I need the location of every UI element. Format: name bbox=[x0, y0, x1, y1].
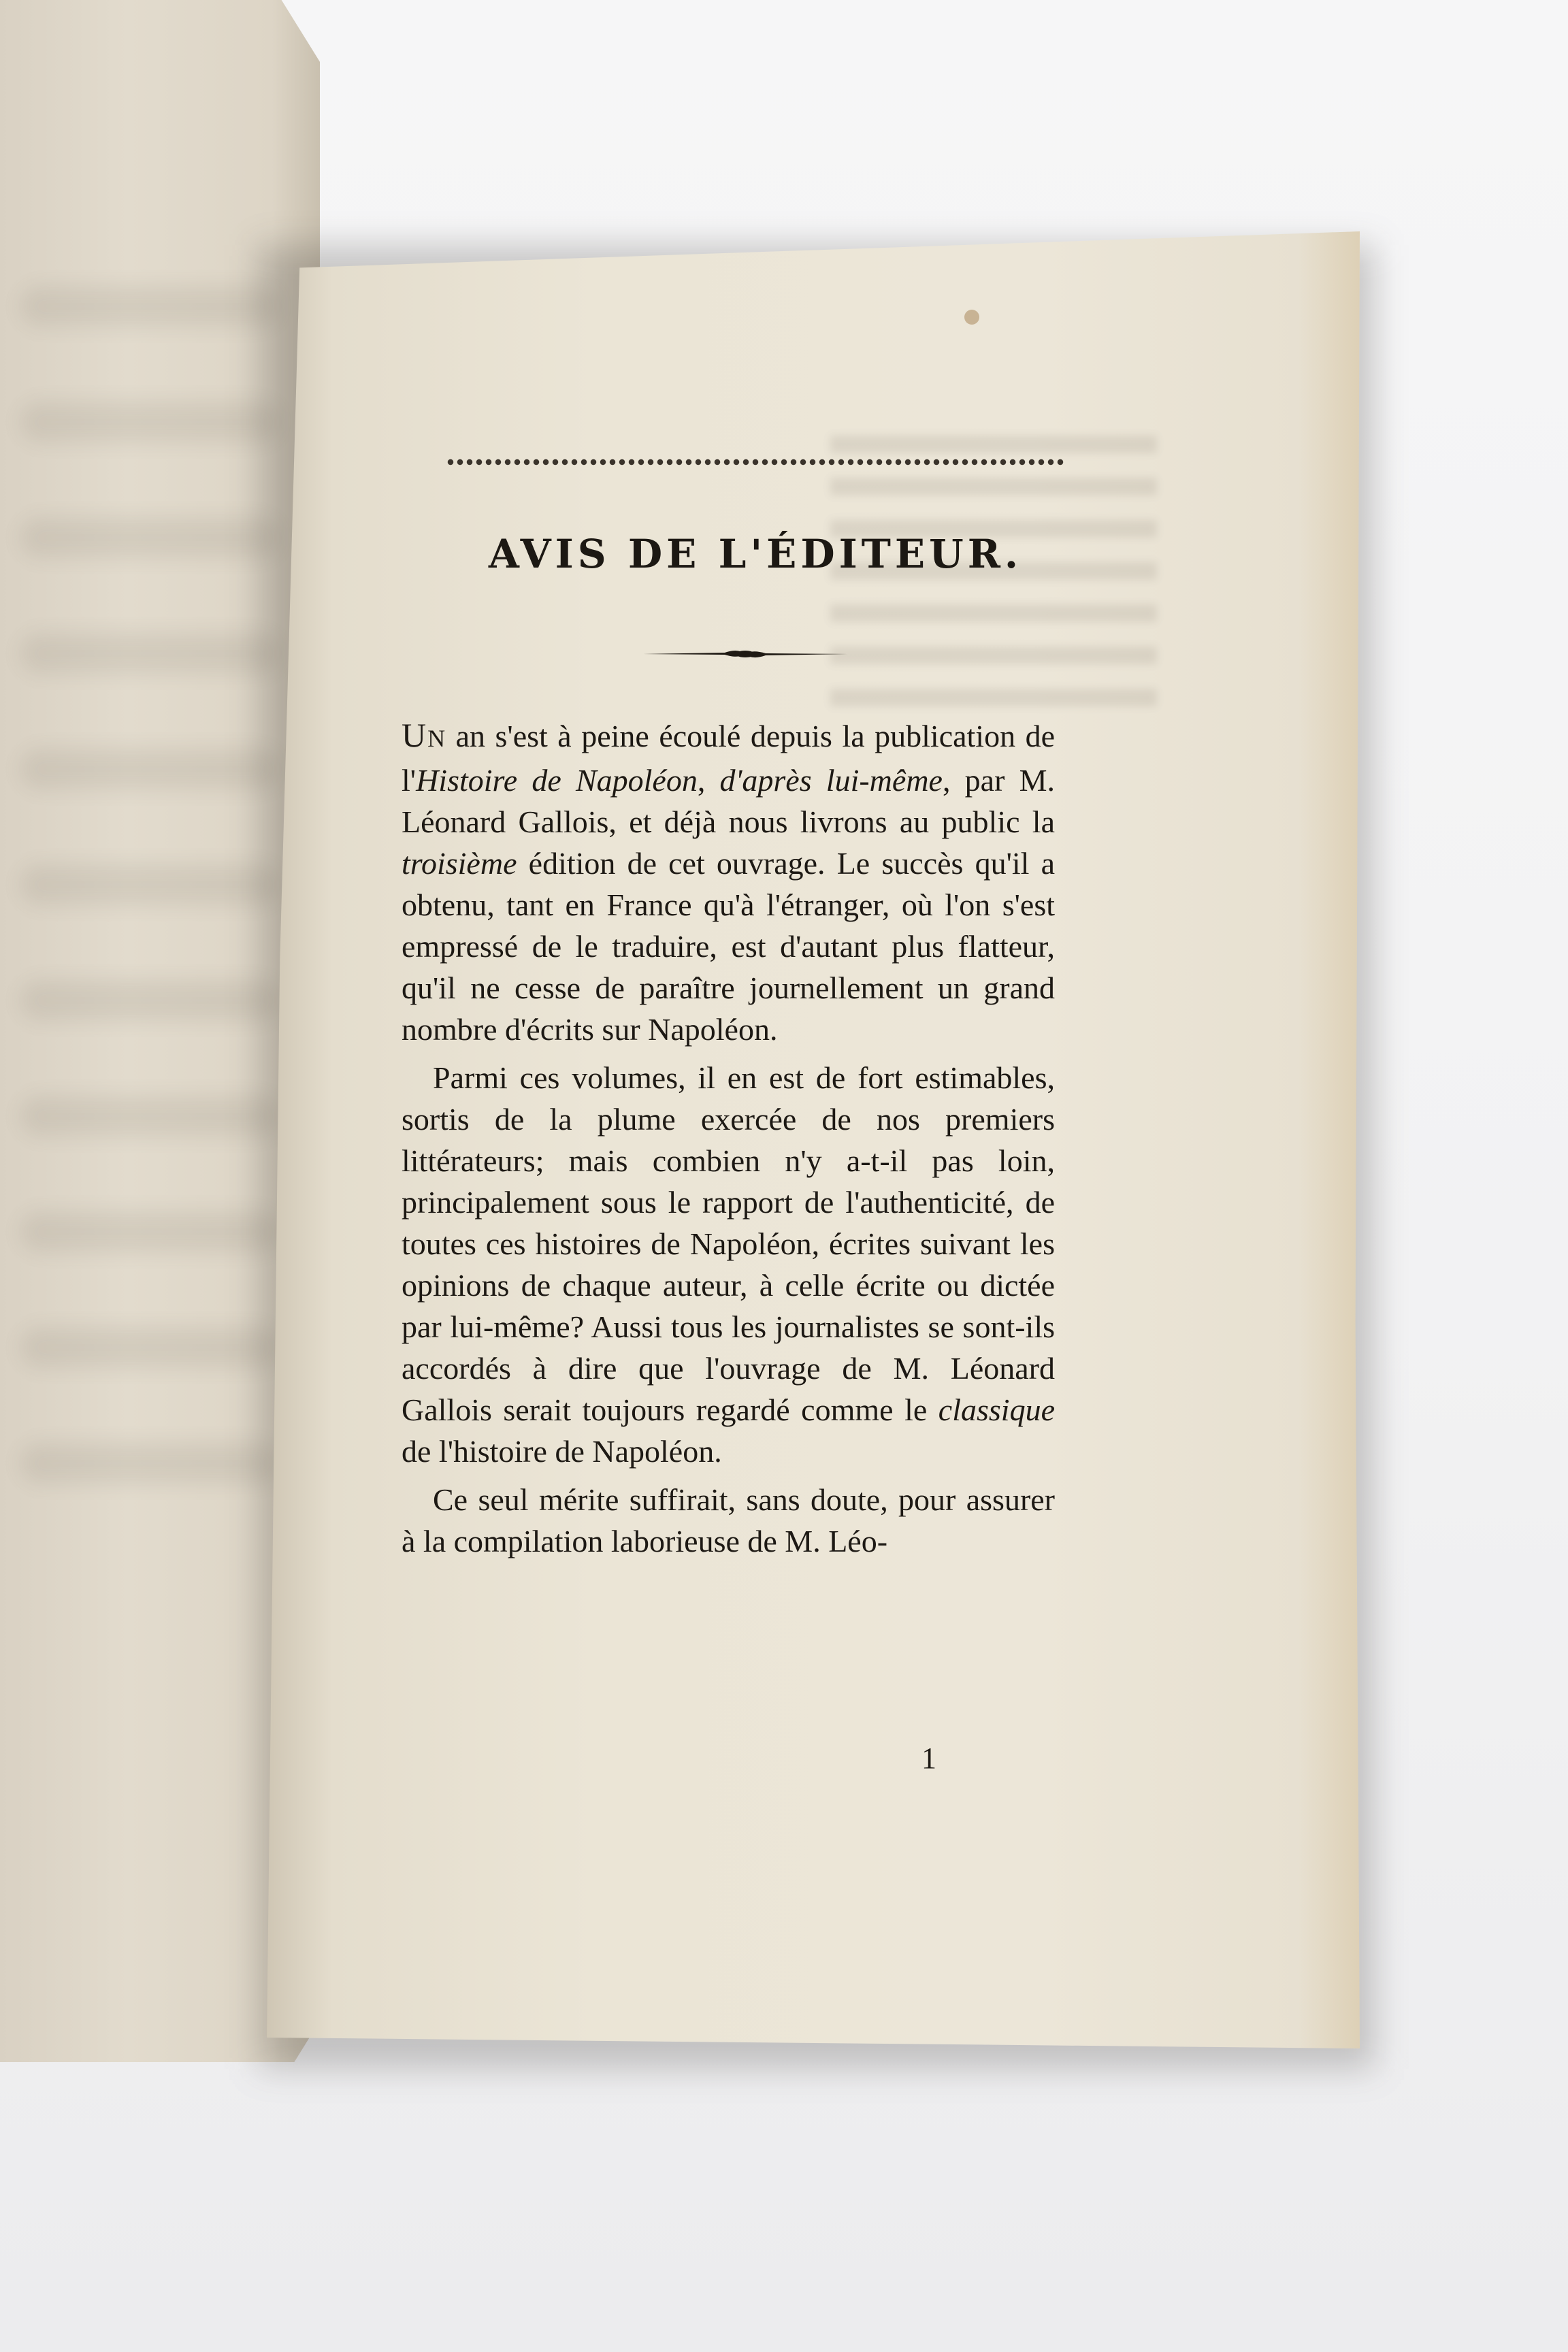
left-page-show-through bbox=[20, 286, 279, 1579]
drop-cap: U bbox=[402, 716, 428, 754]
paragraph-1-italic-subtitle: d'après lui-même bbox=[719, 763, 943, 798]
paragraph-2-italic-classique: classique bbox=[938, 1392, 1055, 1427]
paragraph-1-italic-edition: troisième bbox=[402, 846, 517, 881]
signature-mark: 1 bbox=[921, 1742, 936, 1775]
paragraph-3 bbox=[402, 1479, 1055, 1562]
paragraph-3-text: Ce seul mérite suffirait, sans doute, pour assurer à la compilation laborieuse de M. Léo- bbox=[402, 1482, 1055, 1558]
body-text bbox=[402, 715, 1055, 1569]
paragraph-1-text-d: édition de cet ouvrage. Le succès qu'il a obtenu, tant en France qu'à l'étranger, où l'on s'est empressé de le traduire, est d'autant plus flatteur, qu'il ne cesse de paraître journellement un grand nombre d'écrits sur Napoléon. bbox=[402, 846, 1055, 1047]
paragraph-1-italic-title: Histoire de Napoléon bbox=[416, 763, 698, 798]
paragraph-1-text-b: , bbox=[697, 763, 720, 798]
paragraph-1-text-c: , par M. Léonard Gallois, et déjà nous livrons au public la bbox=[402, 763, 1056, 839]
paragraph-2-text-b: de l'histoire de Napoléon. bbox=[402, 1434, 722, 1469]
paragraph-2-text-a: Parmi ces volumes, il en est de fort estimables, sortis de la plume exercée de nos premiers littérateurs; mais combien n'y a-t-il pas loin, principalement sous le rapport de l'authenticité, de toutes ces histoires de Napoléon, écrites suivant les opinions de chaque auteur, à celle écrite ou dictée par lui-même? Aussi tous les journalistes se sont-ils accordés à dire que l'ouvrage de M. Léonard Gallois serait toujours regardé comme le bbox=[402, 1060, 1055, 1427]
drop-cap-small: N bbox=[427, 725, 446, 752]
foxing-spot bbox=[964, 310, 979, 325]
dotted-header-rule bbox=[446, 457, 1065, 467]
page-heading: AVIS DE L'ÉDITEUR. bbox=[488, 531, 1023, 577]
paragraph-2 bbox=[402, 1057, 1055, 1472]
paragraph-1-text-a: an s'est à peine écoulé depuis la publication de l' bbox=[402, 719, 1055, 798]
page-edge-tint bbox=[1298, 231, 1360, 2048]
paragraph-1 bbox=[402, 715, 1055, 1050]
ornament-divider-icon bbox=[643, 645, 847, 663]
